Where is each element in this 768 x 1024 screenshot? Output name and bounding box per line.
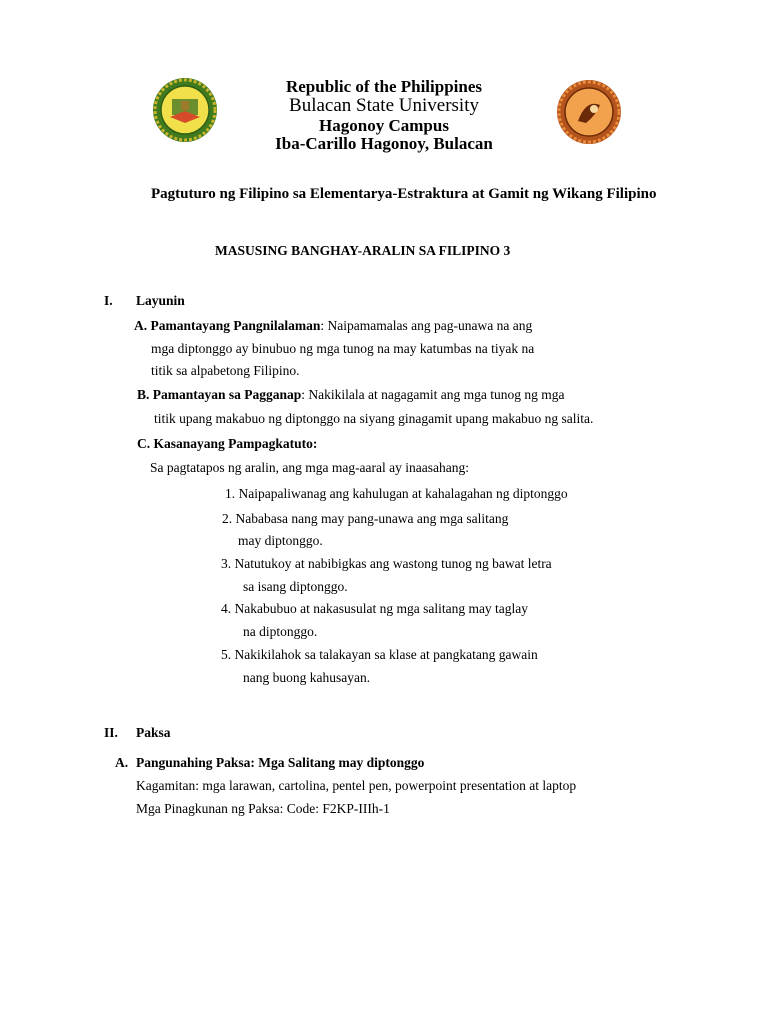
section-1-title: Layunin xyxy=(136,293,185,308)
section-1a-line3: titik sa alpabetong Filipino. xyxy=(151,363,300,378)
objective-3: 3. Natutukoy at nabibigkas ang wastong tunog ng bawat letra xyxy=(221,556,552,571)
section-2-title: Paksa xyxy=(136,725,171,740)
section-1c-label: C. Kasanayang Pampagkatuto: xyxy=(137,436,318,451)
section-1a-line2: mga diptonggo ay binubuo ng mga tunog na may katumbas na tiyak na xyxy=(151,341,535,356)
objective-5: 5. Nakikilahok sa talakayan sa klase at pangkatang gawain xyxy=(221,647,538,662)
header-campus: Hagonoy Campus xyxy=(319,116,449,135)
objective-2: 2. Nababasa nang may pang-unawa ang mga salitang xyxy=(222,511,509,526)
objective-2-cont: may diptonggo. xyxy=(238,533,323,548)
course-title: Pagtuturo ng Filipino sa Elementarya-Estraktura at Gamit ng Wikang Filipino xyxy=(151,186,657,202)
section-1c-intro: Sa pagtatapos ng aralin, ang mga mag-aaral ay inaasahang: xyxy=(150,460,469,475)
objective-3-cont: sa isang diptonggo. xyxy=(243,579,348,594)
section-1-number: I. xyxy=(104,293,113,308)
section-1b-line2: titik upang makabuo ng diptonggo na siyang ginagamit upang makabuo ng salita. xyxy=(154,411,594,426)
objective-1: 1. Naipapaliwanag ang kahulugan at kahalagahan ng diptonggo xyxy=(225,486,568,501)
objective-5-cont: nang buong kahusayan. xyxy=(243,670,371,685)
objective-4-cont: na diptonggo. xyxy=(243,624,318,639)
section-1b xyxy=(137,387,564,403)
header-university: Bulacan State University xyxy=(289,95,479,116)
header-address: Iba-Carillo Hagonoy, Bulacan xyxy=(275,134,493,153)
objective-4: 4. Nakabubuo at nakasusulat ng mga salitang may taglay xyxy=(221,601,529,616)
section-1a-text: : Naipamamalas ang pag-unawa na ang xyxy=(320,318,533,333)
section-2-number: II. xyxy=(104,725,118,740)
section-1b-text: : Nakikilala at nagagamit ang mga tunog ng mga xyxy=(301,387,565,402)
header-republic: Republic of the Philippines xyxy=(285,77,482,96)
lesson-plan-title: MASUSING BANGHAY-ARALIN SA FILIPINO 3 xyxy=(215,243,511,258)
section-1a-label: A. Pamantayang Pangnilalaman xyxy=(134,318,321,333)
section-1b-label: B. Pamantayan sa Pagganap xyxy=(137,387,302,402)
kagamitan-text: Kagamitan: mga larawan, cartolina, pentel pen, powerpoint presentation at laptop xyxy=(136,778,577,793)
pinagkunan-text: Mga Pinagkunan ng Paksa: Code: F2KP-IIIh-1 xyxy=(136,801,390,816)
section-1a xyxy=(134,318,532,334)
section-2a-title: Pangunahing Paksa: Mga Salitang may diptonggo xyxy=(136,755,425,770)
section-2a-label: A. xyxy=(115,755,129,770)
